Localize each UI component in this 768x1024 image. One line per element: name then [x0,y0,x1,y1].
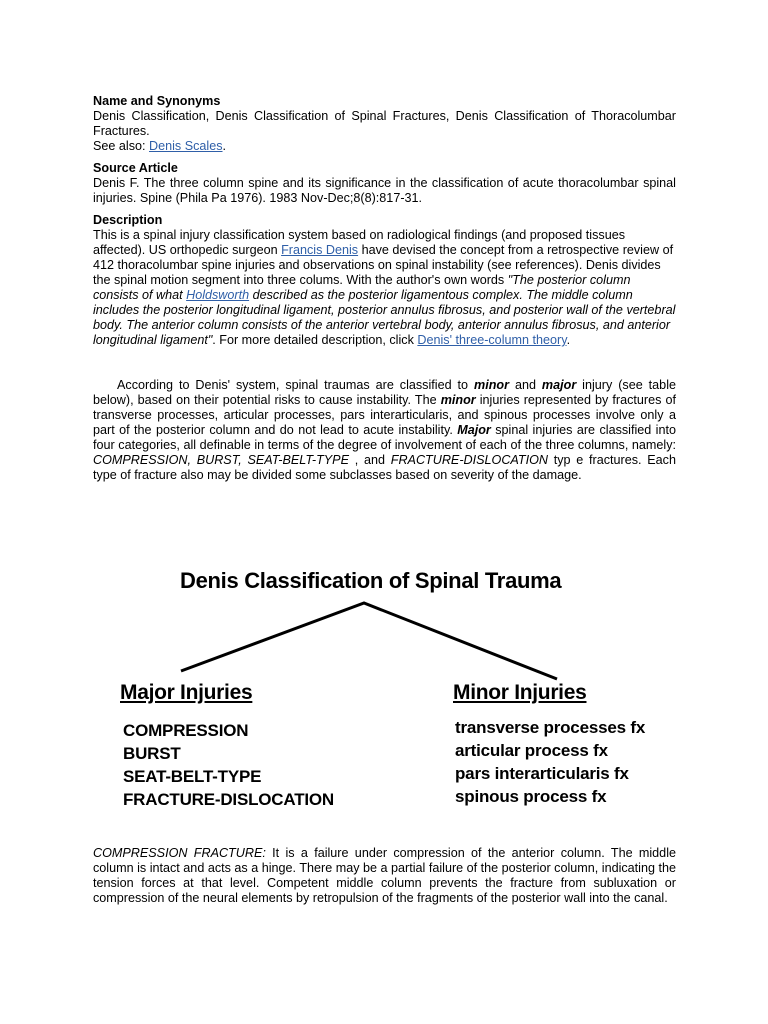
branch-lines [181,603,557,679]
compression-paragraph [93,846,676,906]
name-text: Denis Classification, Denis Classification of Spinal Fractures, Denis Classification of Thoracolumbar Fractures. [93,109,676,138]
major-item: FRACTURE-DISLOCATION [123,790,334,809]
quote-part1: "The posterior column consists of what [93,273,631,302]
minor-item: articular process fx [455,741,608,760]
system-text-5: spinal injuries are classified into four categories, all definable in terms of the degree of involvement of each of the three columns, namely: [93,423,676,452]
system-text-4: injuries represented by fractures of transverse processes, articular processes, pars interarticularis, and spinous processes involve only a part of the posterior column and do not lead to acute instability. [93,393,676,437]
name-heading: Name and Synonyms [93,94,221,108]
see-also-line [93,139,676,154]
name-section [93,94,676,154]
major-categories: COMPRESSION, BURST, SEAT-BELT-TYPE [93,453,349,467]
source-heading: Source Article [93,161,178,175]
source-section [93,161,676,206]
minor-injuries-list [455,716,645,808]
minor-item: transverse processes fx [455,718,646,737]
description-part3: . For more detailed description, click [212,333,418,347]
diagram-title: Denis Classification of Spinal Trauma [180,568,562,593]
description-text [93,228,676,348]
quote-part2: described as the posterior ligamentous complex. The middle column includes the posterior longitudinal ligament, posterior annulus fibrosus, and posterior wall of the vertebral body. The anterior column consists of the anterior vertebral body, anterior annulus fibrosus, and anterior longitudinal ligament" [93,288,676,347]
minor-term-1: minor [474,378,509,392]
compression-label: COMPRESSION FRACTURE: [93,846,266,860]
fracture-dislocation-term: FRACTURE-DISLOCATION [390,453,548,467]
minor-item: spinous process fx [455,787,607,806]
system-text-2: and [508,378,542,392]
system-paragraph [93,378,676,483]
classification-diagram [0,560,768,830]
major-item: SEAT-BELT-TYPE [123,767,262,786]
diagram-branches [0,560,768,830]
source-text: Denis F. The three column spine and its significance in the classification of acute thoracolumbar spinal injuries. Spine (Phila Pa 1976). 1983 Nov-Dec;8(8):817-31. [93,176,676,205]
system-text-1: According to Denis' system, spinal traumas are classified to [117,378,474,392]
minor-item: pars interarticularis fx [455,764,629,783]
description-part1: This is a spinal injury classification system based on radiological findings (and proposed tissues affected). US orthopedic surgeon [93,228,626,257]
denis-scales-link[interactable]: Denis Scales [149,139,223,153]
document-body [93,94,676,483]
system-text-7: typ e fractures. Each type of fracture also may be divided some subclasses based on severity of the damage. [93,453,676,482]
holdsworth-link[interactable]: Holdsworth [186,288,250,302]
minor-injuries-heading: Minor Injuries [453,681,587,704]
three-column-theory-link[interactable]: Denis' three-column theory [417,333,567,347]
major-item: COMPRESSION [123,721,249,740]
major-item: BURST [123,744,181,763]
description-part2: have devised the concept from a retrospective review of 412 thoracolumbar spine injuries and observations on spinal instability (see references). Denis divides the spinal motion segment into three colums. With the author's own words [93,243,674,287]
compression-section [93,846,676,906]
major-injuries-heading: Major Injuries [120,681,253,704]
major-term-1: major [541,378,577,392]
description-part4: . [566,333,571,347]
description-heading: Description [93,213,163,227]
major-term-2: Major [457,423,491,437]
description-section [93,213,676,348]
minor-term-2: minor [440,393,476,407]
system-text-6: , and [348,453,391,467]
see-also-suffix: . [222,139,227,153]
compression-text: It is a failure under compression of the anterior column. The middle column is intact and acts as a hinge. There may be a partial failure of the posterior column, indicating the tension forces at that level. Competent middle column prevents the fracture from subluxation or compression of the neural elements by retropulsion of the fragments of the posterior wall into the canal. [93,846,676,905]
francis-denis-link[interactable]: Francis Denis [281,243,359,257]
major-injuries-list [123,719,334,811]
system-text-3: injury (see table below), based on their potential risks to cause instability. The [93,378,676,407]
see-also-prefix: See also: [93,139,150,153]
